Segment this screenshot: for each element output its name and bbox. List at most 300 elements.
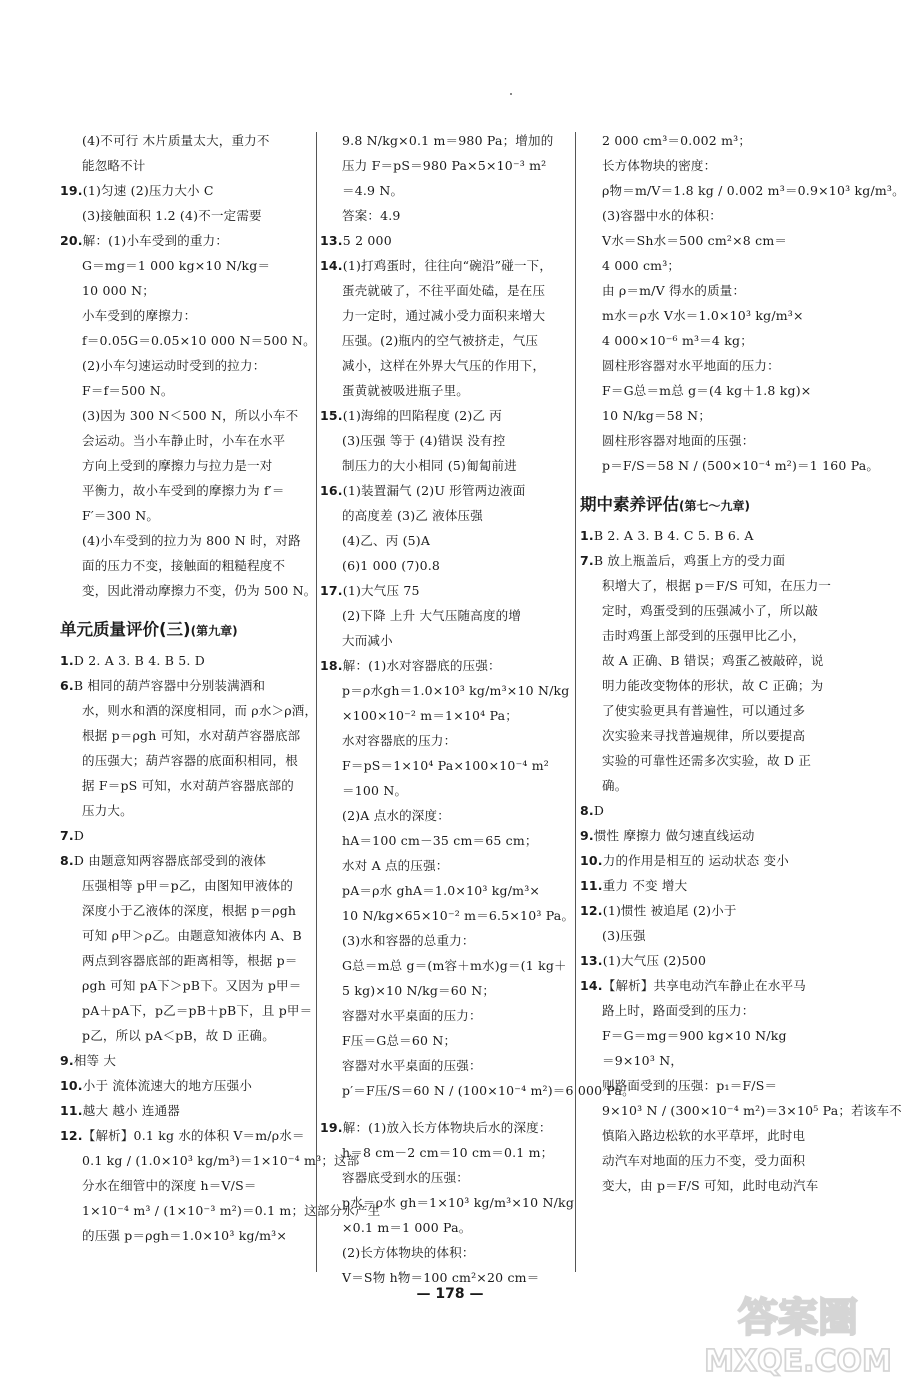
answer-text: F′＝300 N。 (82, 508, 160, 523)
answer-text: 10 N/kg×65×10⁻² m＝6.5×10³ Pa。 (342, 908, 575, 923)
answer-line (580, 153, 838, 178)
item-number: 14. (320, 258, 343, 273)
answer-text: 4 000×10⁻⁶ m³＝4 kg； (602, 333, 753, 348)
answer-text: V水＝Sh水＝500 cm²×8 cm＝ (602, 233, 788, 248)
answer-line (580, 1148, 838, 1173)
item-number: 13. (320, 233, 343, 248)
answer-text: 越大 越小 连通器 (82, 1103, 180, 1118)
answer-text: 力的作用是相互的 运动状态 变小 (602, 853, 789, 868)
answer-text: 明力能改变物体的形状，故 C 正确；为 (602, 678, 824, 693)
answer-text: 压强相等 p甲＝p乙，由图知甲液体的 (82, 878, 294, 893)
answer-text: (3)水和容器的总重力： (342, 933, 475, 948)
answer-line (60, 998, 313, 1023)
answer-line (320, 303, 572, 328)
answer-line (580, 748, 838, 773)
answer-item (60, 823, 313, 848)
answer-line (580, 203, 838, 228)
answer-line (580, 623, 838, 648)
answer-line (320, 328, 572, 353)
answer-text: (1)匀速 (2)压力大小 C (82, 183, 214, 198)
answer-line (60, 353, 313, 378)
answer-text: (1)大气压 (2)500 (602, 953, 707, 968)
answer-line (60, 403, 313, 428)
answer-item (320, 478, 572, 503)
answer-line (60, 798, 313, 823)
answer-text: (6)1 000 (7)0.8 (342, 558, 441, 573)
answer-text: 压力大。 (82, 803, 133, 818)
answer-text: 圆柱形容器对地面的压强： (602, 433, 755, 448)
answer-item (60, 1098, 313, 1123)
answer-text: D 2. A 3. B 4. B 5. D (73, 653, 205, 668)
answer-line (60, 773, 313, 798)
answer-line (320, 528, 572, 553)
answer-line (580, 428, 838, 453)
item-number: 20. (60, 233, 83, 248)
item-number: 15. (320, 408, 343, 423)
answer-text: 小于 流体流速大的地方压强小 (82, 1078, 253, 1093)
answer-line (580, 403, 838, 428)
answer-line (320, 903, 575, 928)
answer-text: 解：(1)水对容器底的压强： (342, 658, 501, 673)
answer-line (580, 1023, 838, 1048)
item-number: 9. (60, 1053, 74, 1068)
answer-line (580, 1073, 838, 1098)
answer-text: (4)小车受到的拉力为 800 N 时，对路 (82, 533, 301, 548)
item-number: 12. (580, 903, 603, 918)
answer-text: 确。 (602, 778, 628, 793)
answer-text: 圆柱形容器对水平地面的压力： (602, 358, 780, 373)
answer-text: 故 A 正确、B 错误；鸡蛋乙被敲碎，说 (602, 653, 824, 668)
answer-text: (4)乙、丙 (5)A (342, 533, 431, 548)
item-number: 8. (60, 853, 74, 868)
answer-line (580, 228, 838, 253)
answer-line (580, 648, 838, 673)
item-number: 14. (580, 978, 603, 993)
item-number: 11. (60, 1103, 83, 1118)
answer-text: F＝G总＝m总 g＝(4 kg＋1.8 kg)× (602, 383, 812, 398)
answer-item (580, 523, 838, 548)
answer-text: p乙，所以 pA＜pB，故 D 正确。 (82, 1028, 275, 1043)
answer-line (60, 923, 313, 948)
answer-text: 水，则水和酒的深度相同，而 ρ水＞ρ酒， (82, 703, 318, 718)
answer-text: (4)不可行 木片质量太大，重力不 (82, 133, 270, 148)
answer-item (320, 1115, 572, 1140)
answer-text: 定时，鸡蛋受到的压强减小了，所以敲 (602, 603, 818, 618)
item-number: 1. (60, 653, 74, 668)
answer-item (580, 548, 838, 573)
answer-text: 1×10⁻⁴ m³ / (1×10⁻³ m²)＝0.1 m；这部分水产生 (82, 1203, 381, 1218)
answer-text: (1)打鸡蛋时，往往向“碗沿”碰一下， (342, 258, 553, 273)
answer-line (320, 553, 572, 578)
answer-item (580, 948, 838, 973)
answer-line (60, 898, 313, 923)
answer-line (320, 728, 572, 753)
answer-item (580, 798, 838, 823)
scan-dot (510, 93, 512, 95)
answer-text: 制压力的大小相同 (5)匍匐前进 (342, 458, 517, 473)
answer-text: pA＋pA下，p乙＝pB＋pB下，且 p甲＝ (82, 1003, 313, 1018)
answer-line (60, 328, 316, 353)
answer-text: (1)海绵的凹陷程度 (2)乙 丙 (342, 408, 503, 423)
answer-line (320, 1190, 575, 1215)
answer-text: ＝4.9 N。 (342, 183, 404, 198)
answer-text: 分水在细管中的深度 h＝V/S＝ (82, 1178, 257, 1193)
answer-text: 则路面受到的压强：p₁＝F/S＝ (602, 1078, 778, 1093)
answer-line (320, 1240, 572, 1265)
section-scope: (第七～九章) (679, 499, 750, 513)
answer-line (60, 1023, 313, 1048)
answer-text: ρgh 可知 pA下＞pB下。又因为 p甲＝ (82, 978, 302, 993)
answer-text: 水对 A 点的压强： (342, 858, 449, 873)
answer-text: 力一定时，通过减小受力面积来增大 (342, 308, 546, 323)
answer-text: 容器对水平桌面的压强： (342, 1058, 482, 1073)
answer-text: B 相同的葫芦容器中分别装满酒和 (73, 678, 266, 693)
section-heading (60, 613, 313, 648)
item-number: 8. (580, 803, 594, 818)
answer-text: 了使实验更具有普遍性，可以通过多 (602, 703, 806, 718)
answer-text: m水＝ρ水 V水＝1.0×10³ kg/m³× (602, 308, 804, 323)
answer-text: 9×10³ N / (300×10⁻⁴ m²)＝3×10⁵ Pa；若该车不 (602, 1103, 902, 1118)
answer-line (320, 828, 572, 853)
answer-text: 动汽车对地面的压力不变，受力面积 (602, 1153, 806, 1168)
answer-line (320, 778, 572, 803)
answer-text: p＝F/S＝58 N / (500×10⁻⁴ m²)＝1 160 Pa。 (602, 458, 880, 473)
answer-text: 相等 大 (73, 1053, 117, 1068)
item-number: 7. (580, 553, 594, 568)
answer-item (60, 648, 313, 673)
answer-text: 面的压力不变，接触面的粗糙程度不 (82, 558, 286, 573)
answer-text: B 放上瓶盖后，鸡蛋上方的受力面 (593, 553, 786, 568)
answer-text: (2)下降 上升 大气压随高度的增 (342, 608, 522, 623)
answer-text: pA＝ρ水 ghA＝1.0×10³ kg/m³× (342, 883, 541, 898)
answer-line (580, 923, 838, 948)
answer-column-right (580, 128, 905, 1278)
answer-line (320, 1053, 572, 1078)
answer-text: 由 ρ＝m/V 得水的质量： (602, 283, 746, 298)
item-number: 18. (320, 658, 343, 673)
answer-line (60, 278, 313, 303)
answer-item (320, 653, 572, 678)
answer-text: (1)大气压 75 (342, 583, 420, 598)
answer-text: 路上时，路面受到的压力： (602, 1003, 755, 1018)
answer-line (580, 303, 838, 328)
answer-text: f＝0.05G＝0.05×10 000 N＝500 N。 (82, 333, 316, 348)
answer-text: 蛋壳就破了，不往平面处磕，是在压 (342, 283, 546, 298)
answer-text: p水＝ρ水 gh＝1×10³ kg/m³×10 N/kg (342, 1195, 575, 1210)
answer-text: 的压强 p＝ρgh＝1.0×10³ kg/m³× (82, 1228, 288, 1243)
answer-item (60, 848, 313, 873)
item-number: 13. (580, 953, 603, 968)
answer-line (320, 378, 572, 403)
answer-line (320, 978, 572, 1003)
answer-text: (3)容器中水的体积： (602, 208, 722, 223)
answer-line (320, 928, 572, 953)
answer-line (580, 1173, 838, 1198)
answer-text: (3)接触面积 1.2 (4)不一定需要 (82, 208, 262, 223)
answer-line (60, 378, 313, 403)
answer-line (60, 453, 313, 478)
answer-text: 深度小于乙液体的深度，根据 p＝ρgh (82, 903, 297, 918)
answer-text: 两点到容器底部的距离相等，根据 p＝ (82, 953, 298, 968)
answer-text: 平衡力，故小车受到的摩擦力为 f′＝ (82, 483, 285, 498)
answer-text: (1)装置漏气 (2)U 形管两边液面 (342, 483, 526, 498)
answer-text: 小车受到的摩擦力： (82, 308, 197, 323)
answer-text: 解：(1)放入长方体物块后水的深度： (342, 1120, 552, 1135)
answer-text: (3)压强 等于 (4)错误 没有控 (342, 433, 506, 448)
answer-line (320, 803, 572, 828)
answer-line (60, 1173, 313, 1198)
answer-text: ρ物＝m/V＝1.8 kg / 0.002 m³＝0.9×10³ kg/m³。 (602, 183, 905, 198)
answer-line (320, 878, 572, 903)
answer-text: 大而减小 (342, 633, 393, 648)
answer-text: (2)长方体物块的体积： (342, 1245, 475, 1260)
answer-line (580, 598, 838, 623)
answer-text: 重力 不变 增大 (602, 878, 688, 893)
answer-text: V＝S物 h物＝100 cm²×20 cm＝ (342, 1270, 540, 1285)
answer-line (320, 1215, 572, 1240)
section-heading (580, 488, 838, 523)
item-number: 1. (580, 528, 594, 543)
answer-text: p′＝F压/S＝60 N / (100×10⁻⁴ m²)＝6 000 Pa。 (342, 1083, 635, 1098)
answer-line (60, 873, 313, 898)
page-number: — 178 — (416, 1286, 484, 1302)
answer-line (60, 528, 313, 553)
item-number: 17. (320, 583, 343, 598)
answer-text: 水对容器底的压力： (342, 733, 457, 748)
answer-line (580, 698, 838, 723)
answer-text: 可知 ρ甲＞ρ乙。由题意知液体内 A、B (82, 928, 302, 943)
answer-line (60, 253, 313, 278)
answer-text: 变，因此滑动摩擦力不变，仍为 500 N。 (82, 583, 317, 598)
answer-line (320, 153, 572, 178)
answer-line (320, 703, 572, 728)
answer-text: D 由题意知两容器底部受到的液体 (73, 853, 267, 868)
answer-text: F压＝G总＝60 N； (342, 1033, 457, 1048)
answer-text: 【解析】共享电动汽车静止在水平马 (602, 978, 806, 993)
answer-item (580, 823, 838, 848)
answer-line (580, 723, 838, 748)
answer-text: (2)小车匀速运动时受到的拉力： (82, 358, 266, 373)
answer-item (320, 253, 572, 278)
answer-item (60, 228, 313, 253)
answer-line (60, 973, 313, 998)
answer-line (60, 948, 313, 973)
answer-item (60, 178, 313, 203)
answer-item (320, 403, 572, 428)
answer-line (320, 278, 572, 303)
answer-line (580, 178, 905, 203)
section-scope: (第九章) (190, 624, 238, 638)
answer-text: (3)因为 300 N＜500 N，所以小车不 (82, 408, 299, 423)
item-number: 10. (60, 1078, 83, 1093)
answer-text: 容器底受到水的压强： (342, 1170, 470, 1185)
answer-line (60, 478, 313, 503)
answer-line (320, 603, 572, 628)
answer-line (580, 453, 880, 478)
answer-text: 5 kg)×10 N/kg＝60 N； (342, 983, 496, 998)
answer-line (60, 503, 313, 528)
item-number: 12. (60, 1128, 83, 1143)
answer-line (320, 128, 572, 153)
answer-line (60, 748, 313, 773)
answer-text: 压力 F＝pS＝980 Pa×5×10⁻³ m² (342, 158, 547, 173)
item-number: 19. (320, 1120, 343, 1135)
section-title: 单元质量评价(三) (60, 620, 191, 639)
answer-text: 据 F＝pS 可知，水对葫芦容器底部的 (82, 778, 294, 793)
answer-text: p＝ρ水gh＝1.0×10³ kg/m³×10 N/kg (342, 683, 570, 698)
answer-text: ×0.1 m＝1 000 Pa。 (342, 1220, 472, 1235)
answer-text: 次实验来寻找普遍规律，所以要提高 (602, 728, 806, 743)
answer-text: (1)惯性 被追尾 (2)小于 (602, 903, 737, 918)
answer-line (320, 628, 572, 653)
answer-text: (2)A 点水的深度： (342, 808, 450, 823)
answer-line (320, 678, 572, 703)
answer-text: 9.8 N/kg×0.1 m＝980 Pa；增加的 (342, 133, 554, 148)
answer-text: 答案：4.9 (342, 208, 401, 223)
answer-line (60, 723, 313, 748)
answer-text: 蛋黄就被吸进瓶子里。 (342, 383, 470, 398)
answer-line (320, 1078, 635, 1103)
answer-text: 方向上受到的摩擦力与拉力是一对 (82, 458, 273, 473)
answer-text: G总＝m总 g＝(m容＋m水)g＝(1 kg＋ (342, 958, 567, 973)
answer-item (320, 578, 572, 603)
answer-line (320, 1028, 572, 1053)
answer-text: 变大，由 p＝F/S 可知，此时电动汽车 (602, 1178, 819, 1193)
answer-line (320, 1165, 572, 1190)
answer-text: 会运动。当小车静止时，小车在水平 (82, 433, 286, 448)
answer-line (580, 253, 838, 278)
item-number: 16. (320, 483, 343, 498)
answer-line (60, 428, 313, 453)
answer-text: G＝mg＝1 000 kg×10 N/kg＝ (82, 258, 271, 273)
answer-text: 的压强大；葫芦容器的底面积相同，根 (82, 753, 298, 768)
answer-line (580, 1123, 838, 1148)
answer-line (580, 328, 838, 353)
answer-line (60, 153, 313, 178)
answer-text: 根据 p＝ρgh 可知，水对葫芦容器底部 (82, 728, 301, 743)
answer-text: 压强。(2)瓶内的空气被挤走，气压 (342, 333, 539, 348)
item-number: 11. (580, 878, 603, 893)
answer-line (60, 1198, 381, 1223)
answer-text: h＝8 cm－2 cm＝10 cm＝0.1 m； (342, 1145, 554, 1160)
item-number: 10. (580, 853, 603, 868)
section-title: 期中素养评估 (580, 495, 679, 514)
answer-text: 2 000 cm³＝0.002 m³； (602, 133, 752, 148)
answer-line (320, 853, 572, 878)
answer-line (320, 753, 572, 778)
answer-line (580, 378, 838, 403)
answer-item (580, 848, 838, 873)
answer-text: 击时鸡蛋上部受到的压强甲比乙小， (602, 628, 806, 643)
answer-line (580, 1048, 838, 1073)
answer-line (320, 353, 572, 378)
answer-item (60, 673, 313, 698)
answer-item (580, 973, 838, 998)
column-divider (316, 132, 317, 1272)
answer-line (60, 303, 313, 328)
answer-item (60, 1073, 313, 1098)
answer-text: 0.1 kg / (1.0×10³ kg/m³)＝1×10⁻⁴ m³；这部 (82, 1153, 360, 1168)
answer-line (320, 428, 572, 453)
answer-text: D (73, 828, 85, 843)
answer-line (60, 578, 317, 603)
answer-text: ×100×10⁻² m＝1×10⁴ Pa； (342, 708, 518, 723)
answer-line (320, 1140, 572, 1165)
answer-line (60, 1223, 313, 1248)
column-divider (575, 132, 576, 1272)
answer-line (580, 998, 838, 1023)
watermark-url: MXQE.COM (704, 1344, 892, 1379)
answer-line (60, 128, 313, 153)
answer-text: 能忽略不计 (82, 158, 146, 173)
answer-text: ＝9×10³ N， (602, 1053, 684, 1068)
answer-line (580, 1098, 902, 1123)
answer-line (320, 1103, 572, 1115)
answer-line (320, 503, 572, 528)
answer-line (60, 553, 313, 578)
answer-line (60, 1148, 360, 1173)
answer-item (60, 1123, 313, 1148)
answer-line (320, 453, 572, 478)
answer-text: 长方体物块的密度： (602, 158, 717, 173)
answer-text: D (593, 803, 605, 818)
answer-line (60, 698, 318, 723)
answer-line (580, 278, 838, 303)
answer-text: F＝f＝500 N。 (82, 383, 174, 398)
answer-text: B 2. A 3. B 4. C 5. B 6. A (593, 528, 754, 543)
answer-text: 容器对水平桌面的压力： (342, 1008, 482, 1023)
answer-text: 积增大了，根据 p＝F/S 可知，在压力一 (602, 578, 832, 593)
answer-item (60, 1048, 313, 1073)
answer-text: 5 2 000 (342, 233, 392, 248)
answer-text: 的高度差 (3)乙 液体压强 (342, 508, 483, 523)
answer-text: 4 000 cm³； (602, 258, 681, 273)
answer-line (580, 673, 838, 698)
answer-line (320, 953, 572, 978)
answer-text: 减小，这样在外界大气压的作用下， (342, 358, 546, 373)
answer-line (60, 203, 313, 228)
answer-text: 10 000 N； (82, 283, 155, 298)
answer-line (580, 353, 838, 378)
answer-text: 【解析】0.1 kg 水的体积 V＝m/ρ水＝ (82, 1128, 305, 1143)
answer-text: 慎陷入路边松软的水平草坪，此时电 (602, 1128, 806, 1143)
answer-text: F＝G＝mg＝900 kg×10 N/kg (602, 1028, 787, 1043)
item-number: 6. (60, 678, 74, 693)
answer-item (580, 898, 838, 923)
answer-line (580, 128, 838, 153)
answer-text: F＝pS＝1×10⁴ Pa×100×10⁻⁴ m² (342, 758, 550, 773)
answer-line (320, 1003, 572, 1028)
answer-text: (3)压强 (602, 928, 646, 943)
item-number: 19. (60, 183, 83, 198)
answer-text: 实验的可靠性还需多次实验，故 D 正 (602, 753, 812, 768)
answer-text: 解：(1)小车受到的重力： (82, 233, 229, 248)
answer-text: 10 N/kg＝58 N； (602, 408, 712, 423)
answer-line (580, 773, 838, 798)
answer-line (580, 573, 838, 598)
watermark-logo (704, 1283, 892, 1379)
answer-text: 惯性 摩擦力 做匀速直线运动 (593, 828, 755, 843)
answer-item (580, 873, 838, 898)
answer-line (320, 178, 572, 203)
answer-text: ＝100 N。 (342, 783, 408, 798)
answer-line (320, 203, 572, 228)
watermark-text: 答案圈 (738, 1295, 858, 1341)
answer-text: hA＝100 cm－35 cm＝65 cm； (342, 833, 538, 848)
answer-item (320, 228, 572, 253)
item-number: 7. (60, 828, 74, 843)
item-number: 9. (580, 828, 594, 843)
